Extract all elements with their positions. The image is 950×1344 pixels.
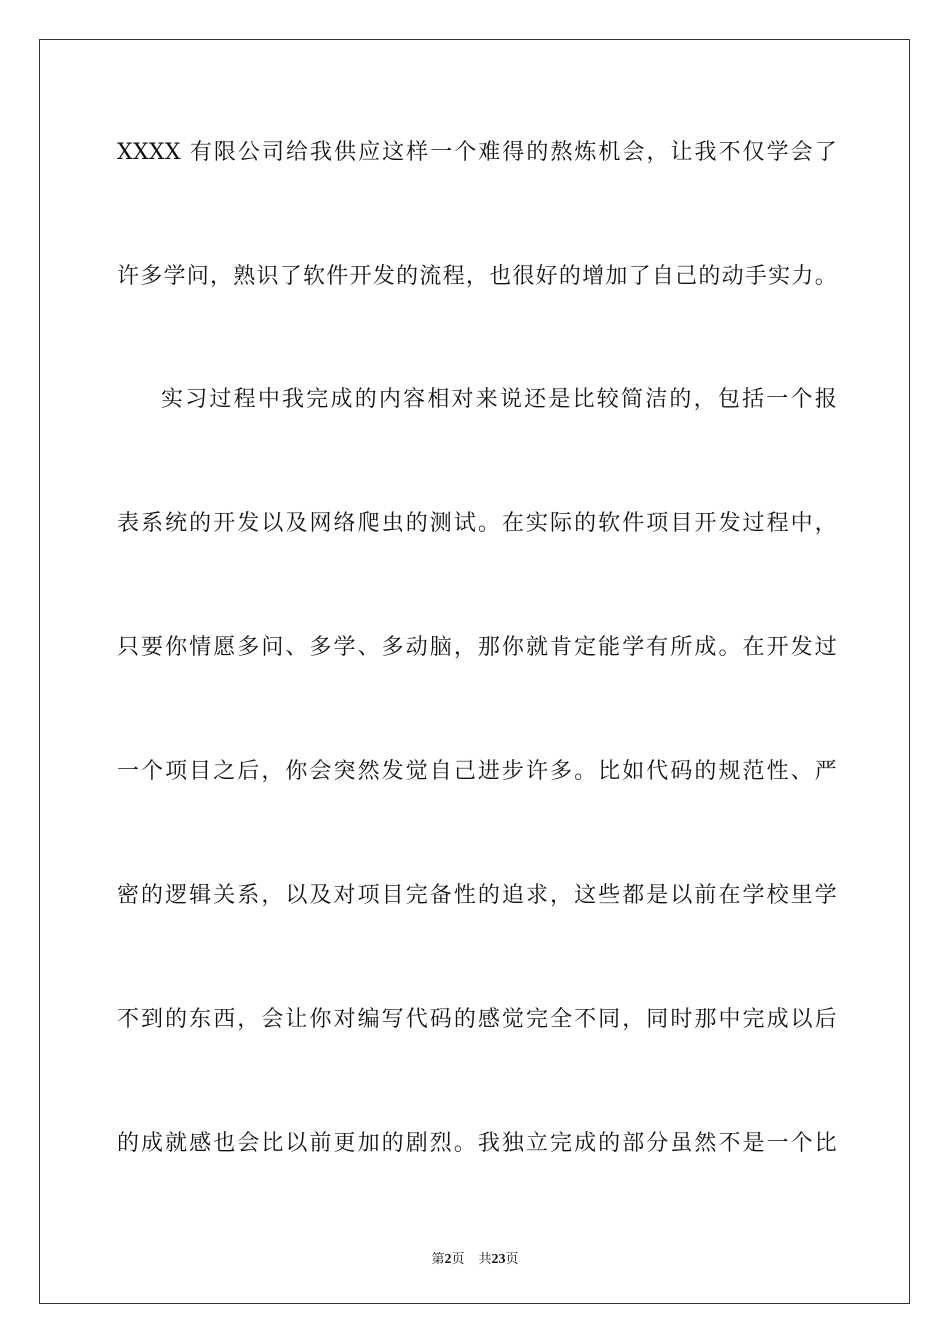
footer-total-pages: 23 <box>491 1252 506 1267</box>
body-line-2: 许多学问，熟识了软件开发的流程，也很好的增加了自己的动手实力。 <box>117 264 837 289</box>
body-line-1: XXXX 有限公司给我供应这样一个难得的熬炼机会，让我不仅学会了 <box>117 140 837 165</box>
body-line-4: 表系统的开发以及网络爬虫的测试。在实际的软件项目开发过程中， <box>117 511 837 536</box>
body-line-9: 的成就感也会比以前更加的剧烈。我独立完成的部分虽然不是一个比 <box>117 1131 837 1156</box>
footer-total-prefix: 共 <box>478 1252 492 1267</box>
footer-page-number: 2 <box>444 1252 452 1267</box>
footer-page-suffix: 页 <box>451 1252 465 1267</box>
body-line-3: 实习过程中我完成的内容相对来说还是比较简洁的，包括一个报 <box>161 387 837 412</box>
footer-page-prefix: 第 <box>431 1252 445 1267</box>
footer-total-suffix: 页 <box>505 1252 519 1267</box>
body-line-5: 只要你情愿多问、多学、多动脑，那你就肯定能学有所成。在开发过 <box>117 635 837 660</box>
body-line-6: 一个项目之后，你会突然发觉自己进步许多。比如代码的规范性、严 <box>117 759 837 784</box>
page-footer <box>0 1248 950 1268</box>
body-line-8: 不到的东西，会让你对编写代码的感觉完全不同，同时那中完成以后 <box>117 1007 837 1032</box>
body-line-7: 密的逻辑关系，以及对项目完备性的追求，这些都是以前在学校里学 <box>117 883 837 908</box>
page-frame <box>39 39 910 1304</box>
